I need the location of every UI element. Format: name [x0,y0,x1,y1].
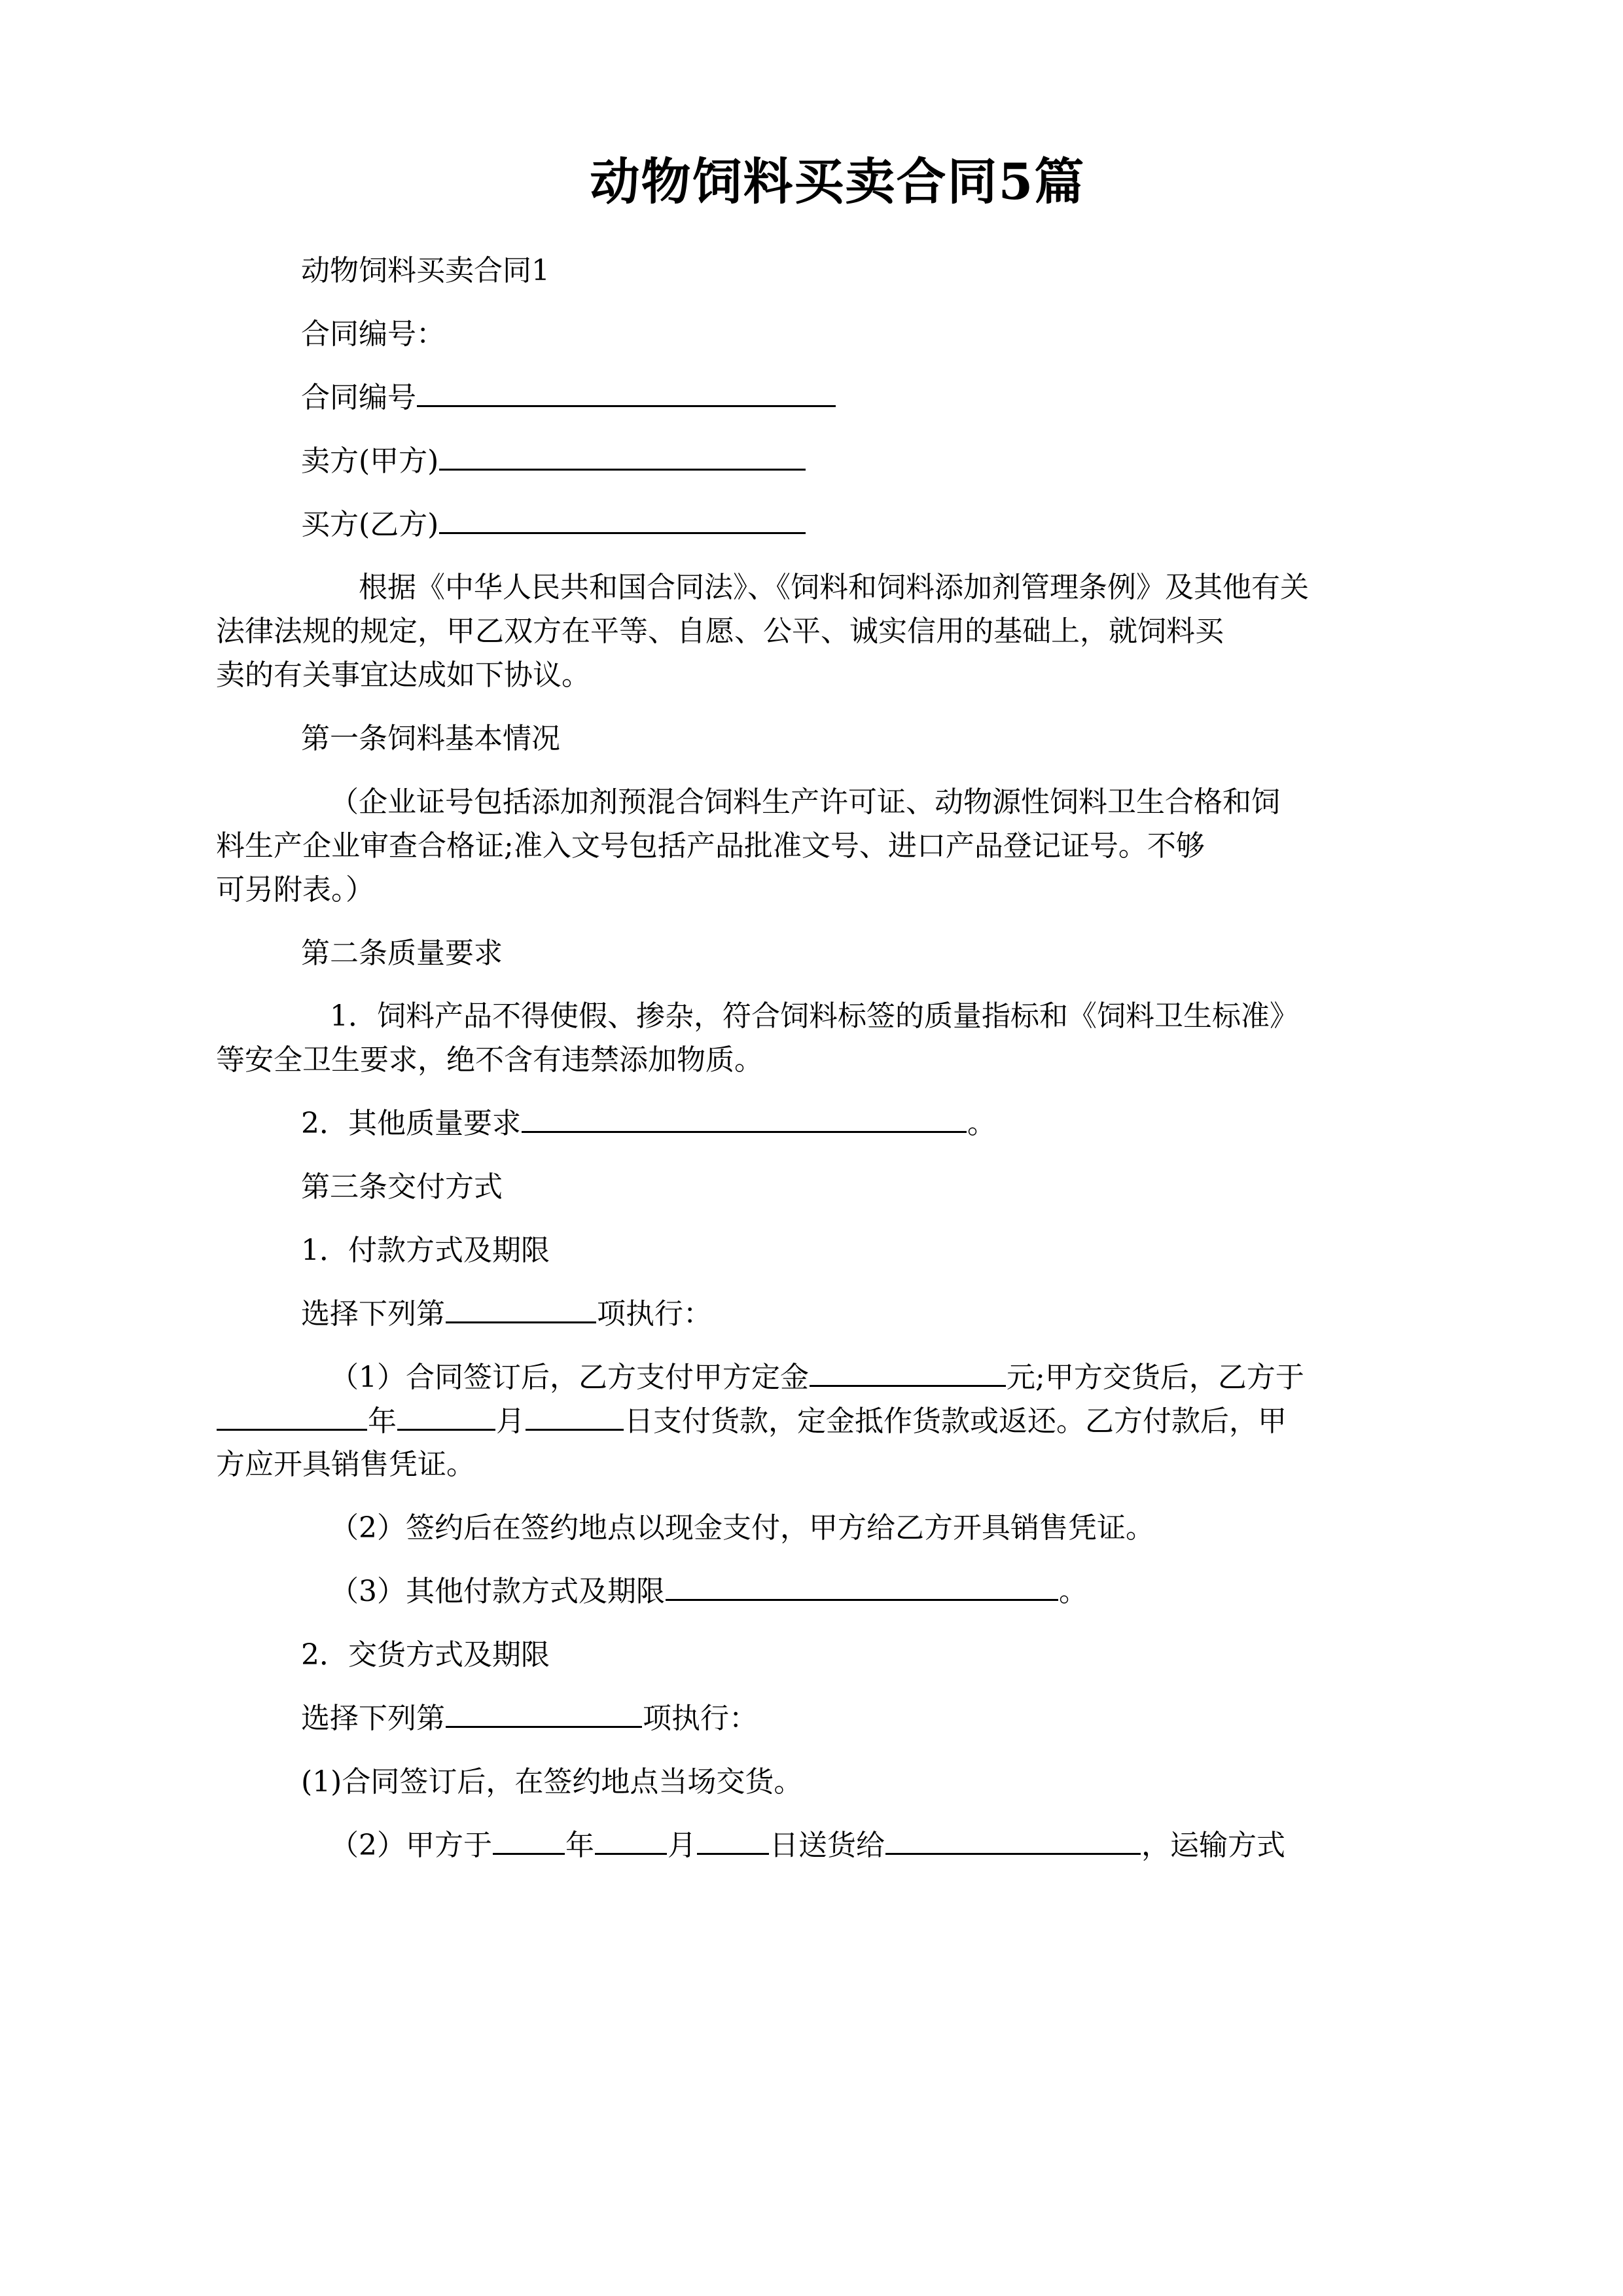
section-heading-contract-1: 动物饲料买卖合同1 [301,254,550,287]
document-content [216,151,1420,1888]
payment-option-1-prefix: （1）合同签订后，乙方支付甲方定金 [330,1360,809,1394]
payment-select-suffix: 项执行： [597,1297,712,1331]
delivery-option-2-prefix: （2）甲方于 [330,1828,492,1862]
article-3-item-1: 1．付款方式及期限 [301,1233,550,1267]
article-1-note-line-3: 可另附表。） [216,872,374,906]
contract-number-label: 合同编号： [301,317,445,351]
other-payment-terms-blank[interactable] [666,1571,1058,1601]
payment-month-blank[interactable] [397,1400,495,1430]
article-2-title: 第二条质量要求 [301,936,503,970]
payment-day-rest: 日支付货款，定金抵作货款或返还。乙方付款后，甲 [624,1404,1287,1438]
article-2-item-2-period: 。 [967,1107,996,1141]
delivery-option-1: (1)合同签订后，在签约地点当场交货。 [301,1765,803,1799]
buyer-field-label: 买方(乙方) [301,507,439,541]
delivery-day-label: 日送货给 [770,1828,885,1862]
payment-option-1-line-1 [216,1356,1420,1400]
contract-number-field-label: 合同编号 [301,380,416,414]
delivery-month-blank[interactable] [595,1824,667,1854]
contract-number-field [216,376,1420,420]
buyer-blank[interactable] [439,503,806,533]
delivery-select-line [216,1697,1420,1741]
deposit-amount-blank[interactable] [810,1356,1006,1386]
preamble-line-3: 卖的有关事宜达成如下协议。 [216,658,590,692]
article-2-item-2-label: 2．其他质量要求 [301,1107,521,1141]
delivery-option-2-suffix: ，运输方式 [1141,1828,1285,1862]
article-2-item-1-line-1: 1．饲料产品不得使假、掺杂，符合饲料标签的质量指标和《饲料卫生标准》 [330,999,1298,1033]
article-1-title: 第一条饲料基本情况 [301,722,560,755]
article-2-item-2 [216,1102,1420,1146]
delivery-month-label: 月 [668,1828,696,1862]
payment-select-prefix: 选择下列第 [301,1297,445,1331]
delivery-select-suffix: 项执行： [643,1701,758,1735]
buyer-field [216,503,1420,547]
contract-number-blank[interactable] [417,377,836,407]
payment-option-1-mid: 元;甲方交货后，乙方于 [1007,1360,1304,1394]
other-quality-requirement-blank[interactable] [522,1103,967,1133]
article-1-note-line-2: 料生产企业审查合格证;准入文号包括产品批准文号、进口产品登记证号。不够 [216,829,1205,863]
delivery-year-label: 年 [565,1828,594,1862]
delivery-year-blank[interactable] [493,1824,565,1854]
preamble-line-1: 根据《中华人民共和国合同法》、《饲料和饲料添加剂管理条例》及其他有关 [359,571,1309,605]
payment-year-blank[interactable] [217,1400,367,1430]
delivery-select-prefix: 选择下列第 [301,1701,445,1735]
delivery-day-blank[interactable] [697,1824,769,1854]
preamble-line-2: 法律法规的规定，甲乙双方在平等、自愿、公平、诚实信用的基础上，就饲料买 [216,615,1224,649]
payment-select-blank[interactable] [446,1293,596,1323]
payment-day-blank[interactable] [526,1400,624,1430]
article-3-item-2: 2．交货方式及期限 [301,1638,550,1672]
payment-option-3-label: （3）其他付款方式及期限 [330,1575,665,1609]
delivery-select-blank[interactable] [446,1698,642,1728]
payment-option-1-line-3: 方应开具销售凭证。 [216,1448,475,1482]
payment-select-line [216,1293,1420,1336]
article-2-item-1-line-2: 等安全卫生要求，绝不含有违禁添加物质。 [216,1043,763,1077]
payment-option-1-line-2 [216,1400,1420,1444]
seller-field-label: 卖方(甲方) [301,444,439,478]
seller-field [216,440,1420,484]
seller-blank[interactable] [439,440,806,470]
article-1-note-line-1: （企业证号包括添加剂预混合饲料生产许可证、动物源性饲料卫生合格和饲 [330,785,1280,819]
payment-option-3 [216,1570,1420,1614]
payment-month-label: 月 [496,1404,525,1438]
delivery-option-2 [216,1824,1420,1868]
payment-option-3-period: 。 [1059,1575,1088,1609]
delivery-recipient-blank[interactable] [885,1824,1141,1854]
article-3-title: 第三条交付方式 [301,1170,503,1204]
payment-option-2: （2）签约后在签约地点以现金支付，甲方给乙方开具销售凭证。 [330,1511,1154,1545]
payment-year-label: 年 [368,1404,397,1438]
page-title: 动物饲料买卖合同5篇 [590,152,1086,211]
